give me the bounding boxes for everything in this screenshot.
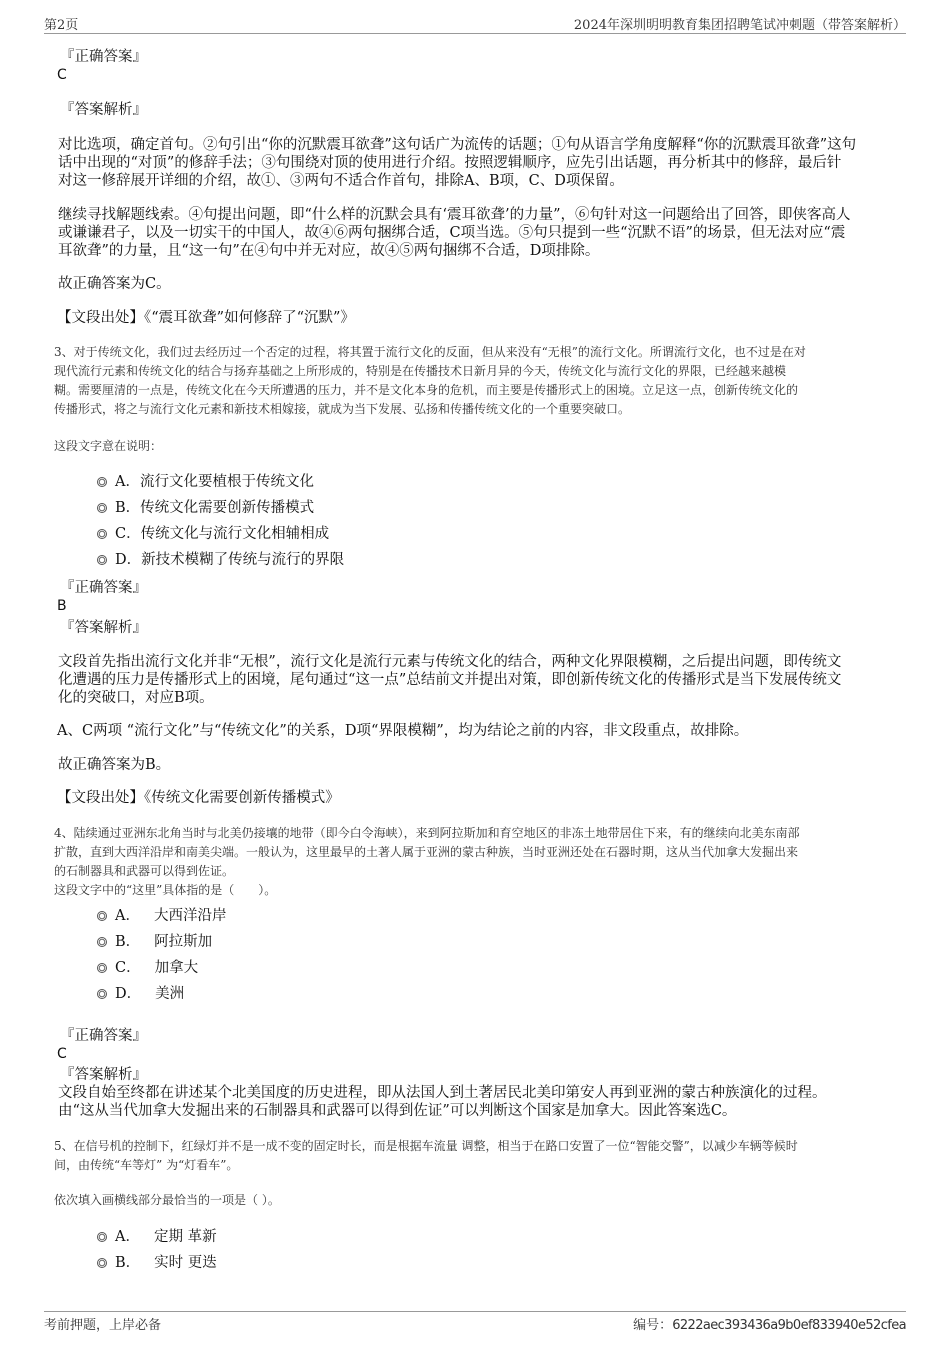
question-prompt: 依次填入画横线部分最恰当的一项是（ ）。 xyxy=(54,1193,280,1207)
conclusion: 故正确答案为B。 xyxy=(58,757,171,773)
answer-value: C xyxy=(57,1046,67,1062)
conclusion: 故正确答案为C。 xyxy=(58,276,171,292)
question-prompt: 这段文字中的“这里”具体指的是（ ）。 xyxy=(54,883,277,897)
question-prompt: 这段文字意在说明： xyxy=(54,439,163,453)
source-citation: 【文段出处】《传统文化需要创新传播模式》 xyxy=(57,790,340,806)
analysis-paragraph: 文段首先指出流行文化并非“无根”，流行文化是流行元素与传统文化的结合，两种文化界限模糊，之后提出问题，即传统文 化遭遇的压力是传播形式上的困境，尾句通过“这一点”总结前文并提出对策，即创新传统文化的传播形式是当下发展传统文 化的突破口，对应B项。 xyxy=(58,654,842,706)
radio-button[interactable] xyxy=(97,989,107,999)
answer-value: B xyxy=(57,598,67,614)
analysis-label: 『答案解析』 xyxy=(60,620,147,636)
radio-button[interactable] xyxy=(97,1232,107,1242)
option-d[interactable]: D．新技术模糊了传统与流行的界限 xyxy=(97,550,344,570)
option-a[interactable]: A． 定期 革新 xyxy=(97,1227,217,1247)
question-stem: 3、对于传统文化，我们过去经历过一个否定的过程，将其置于流行文化的反面，但从来没有“无根”的流行文化。所谓流行文化，也不过是在对 现代流行元素和传统文化的结合与扬弃基础之上所形成的，特别是在传播技术日新月异的今天，传统文化与流行文化的界限，已经越来越模 糊。需要厘清的一点是，传统文化在今天所遭遇的压力，并不是文化本身的危机，而主要是传播形式上的困境。立足这一点，创新传统文化的 传播形式，将之与流行文化元素和新技术相嫁接，就成为当下发展、弘扬和传播传统文化的一个重要突破口。 xyxy=(54,345,806,416)
page-number: 第2页 xyxy=(44,18,79,33)
answer-value: C xyxy=(57,67,67,83)
document-id: 编号：6222aec393436a9b0ef833940e52cfea xyxy=(633,1318,906,1333)
radio-button[interactable] xyxy=(97,1258,107,1268)
header-rule xyxy=(44,33,906,34)
analysis-paragraph: A、C两项 “流行文化”与“传统文化”的关系，D项“界限模糊”，均为结论之前的内容，非文段重点，故排除。 xyxy=(57,723,749,739)
option-a[interactable]: A． 大西洋沿岸 xyxy=(97,906,226,926)
option-d[interactable]: D． 美洲 xyxy=(97,984,184,1004)
answer-label: 『正确答案』 xyxy=(60,49,147,65)
question-stem: 5、在信号机的控制下，红绿灯并不是一成不变的固定时长，而是根据车流量 调整，相当于在路口安置了一位“智能交警”，以减少车辆等候时 间，由传统“车等灯” 为“灯看车”。 xyxy=(54,1139,798,1172)
option-a[interactable]: A．流行文化要植根于传统文化 xyxy=(97,472,314,492)
source-citation: 【文段出处】《“震耳欲聋”如何修辞了“沉默”》 xyxy=(57,310,355,326)
analysis-paragraph: 文段自始至终都在讲述某个北美国度的历史进程，即从法国人到土著居民北美印第安人再到亚洲的蒙古种族演化的过程。 由“这从当代加拿大发掘出来的石制器具和武器可以得到佐证”可以判断这个国家是加拿大。因此答案选C。 xyxy=(58,1085,827,1119)
radio-button[interactable] xyxy=(97,937,107,947)
footer-rule xyxy=(44,1311,906,1312)
radio-button[interactable] xyxy=(97,555,107,565)
radio-button[interactable] xyxy=(97,911,107,921)
radio-button[interactable] xyxy=(97,477,107,487)
question-stem: 4、陆续通过亚洲东北角当时与北美仍接壤的地带（即今白令海峡），来到阿拉斯加和育空地区的非冻土地带居住下来，有的继续向北美东南部 扩散，直到大西洋沿岸和南美尖端。一般认为，这里最早的土著人属于亚洲的蒙古种族，当时亚洲还处在石器时期，这从当代加拿大发掘出来 的石制器具和武器可以得到佐证。 xyxy=(54,826,800,878)
analysis-label: 『答案解析』 xyxy=(60,1067,147,1083)
option-b[interactable]: B． 实时 更迭 xyxy=(97,1253,217,1273)
answer-label: 『正确答案』 xyxy=(60,1028,147,1044)
answer-label: 『正确答案』 xyxy=(60,580,147,596)
radio-button[interactable] xyxy=(97,503,107,513)
document-title: 2024年深圳明明教育集团招聘笔试冲刺题（带答案解析） xyxy=(573,18,906,33)
analysis-paragraph: 继续寻找解题线索。④句提出问题，即“什么样的沉默会具有‘震耳欲聋’的力量”，⑥句针对这一问题给出了回答，即侠客高人 或谦谦君子，以及一切实干的中国人，故④⑥两句捆绑合适，C项当选。⑤句只提到一些“沉默不语”的场景，但无法对应“震 耳欲聋”的力量，且“这一句”在④句中并无对应，故④⑤两句捆绑不合适，D项排除。 xyxy=(58,207,851,259)
option-c[interactable]: C．传统文化与流行文化相辅相成 xyxy=(97,524,329,544)
option-b[interactable]: B．传统文化需要创新传播模式 xyxy=(97,498,314,518)
radio-button[interactable] xyxy=(97,963,107,973)
analysis-label: 『答案解析』 xyxy=(60,102,147,118)
analysis-paragraph: 对比选项，确定首句。②句引出“你的沉默震耳欲聋”这句话广为流传的话题；①句从语言学角度解释“你的沉默震耳欲聋”这句 话中出现的“对顶”的修辞手法；③句围绕对顶的使用进行介绍。按照逻辑顺序，应先引出话题，再分析其中的修辞，最后针 对这一修辞展开详细的介绍，故①、③两句不适合作首句，排除A、B项，C、D项保留。 xyxy=(58,137,857,189)
footer-slogan: 考前押题，上岸必备 xyxy=(44,1318,162,1333)
option-b[interactable]: B． 阿拉斯加 xyxy=(97,932,212,952)
radio-button[interactable] xyxy=(97,529,107,539)
option-c[interactable]: C． 加拿大 xyxy=(97,958,198,978)
